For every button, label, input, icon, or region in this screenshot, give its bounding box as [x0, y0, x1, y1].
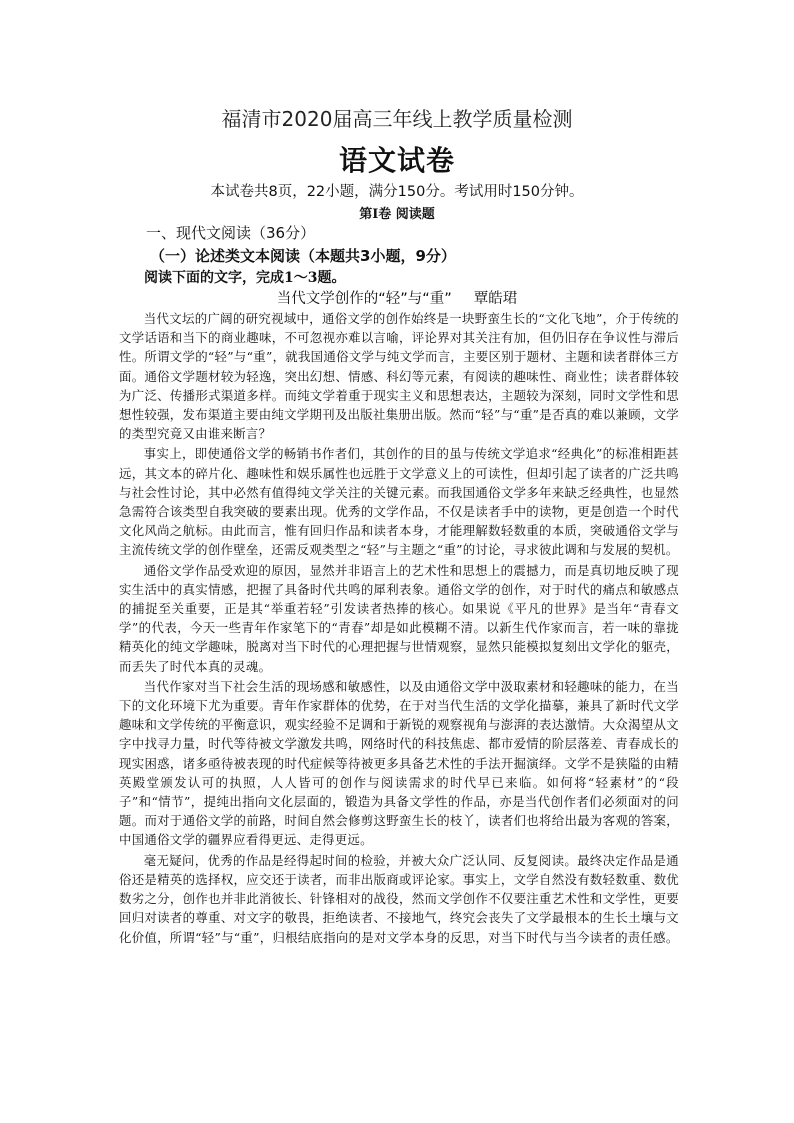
article-title: 当代文学创作的“轻”与“重” — [276, 291, 452, 307]
volume-heading: 第Ⅰ卷 阅读题 — [359, 207, 435, 222]
article-paragraph: 通俗文学作品受欢迎的原因，显然并非语言上的艺术性和思想上的震撼力，而是真切地反映了现实生活中的真实情感，把握了具备时代共鸣的犀利表象。通俗文学的创作，对于时代的痛点和敏感点的捕捉至关重要，正是其“举重若轻”引发读者热捧的核心。如果说《平凡的世界》是当年“青春文学”的代表，今天一些青年作家笔下的“青春”却是如此模糊不清。以新生代作家而言，若一味的靠拢精英化的纯文学趣味，脱离对当下时代的心理把握与世情观察，显然只能模拟复刻出文学化的躯壳，而丢失了时代本真的灵魂。 — [119, 562, 679, 674]
exam-title: 福清市2020届高三年线上教学质量检测 — [221, 107, 573, 131]
article-header — [0, 287, 794, 308]
article-paragraph: 当代作家对当下社会生活的现场感和敏感性，以及由通俗文学中汲取素材和轻趣味的能力，在当下的文化环境下尤为重要。青年作家群体的优势，在于对当代生活的文学化描摹，兼具了新时代文学趣味和文学传统的平衡意识，观实经验不足调和于新锐的观察视角与澎湃的表达激情。大众渴望从文字中找寻力量，时代等待被文学激发共鸣，网络时代的科技焦虑、都市爱情的阶层落差、青春成长的现实困惑，诸多亟待被表现的时代症候等待被更多具备艺术性的手法开掘演绎。文学不是狭隘的由精英殿堂颁发认可的执照，人人皆可的创作与阅读需求的时代早已来临。如何将“轻素材”的“段子”和“情节”，提纯出指向文化层面的，锻造为具备文学性的作品，亦是当代创作者们必须面对的问题。而对于通俗文学的前路，时间自然会修剪这野蛮生长的枝丫，读者们也将给出最为客观的答案，中国通俗文学的疆界应看得更远、走得更远。 — [119, 678, 679, 848]
section-heading: 一、现代文阅读（36分） — [146, 224, 316, 242]
article-paragraph: 事实上，即使通俗文学的畅销书作者们，其创作的目的虽与传统文学追求“经典化”的标准相距甚远，其文本的碎片化、趣味性和娱乐属性也远胜于文学意义上的可读性，但却引起了读者的广泛共鸣与社会性讨论，其中必然有值得纯文学关注的关键元素。而我国通俗文学多年来缺乏经典性，也显然急需符合该类型自我突破的要素出现。优秀的文学作品，不仅是读者手中的读物，更是创造一个时代文化风尚之航标。由此而言，惟有回归作品和读者本身，才能理解数轻数重的本质，突破通俗文学与主流传统文学的创作壁垒，还需反观类型之“轻”与主题之“重”的讨论，寻求彼此调和与发展的契机。 — [119, 446, 679, 558]
exam-info: 本试卷共8页，22小题，满分150分。考试用时150分钟。 — [210, 184, 584, 200]
subsection-heading: （一）论述类文本阅读（本题共3小题，9分） — [150, 247, 456, 265]
reading-instruction: 阅读下面的文字，完成1～3题。 — [144, 270, 346, 286]
article-body — [119, 309, 679, 948]
article-author: 覃皓珺 — [473, 291, 518, 307]
subject-title: 语文试卷 — [338, 144, 455, 177]
article-paragraph: 毫无疑问，优秀的作品是经得起时间的检验，并被大众广泛认同、反复阅读。最终决定作品是通俗还是精英的选择权，应交还于读者，而非出版商或评论家。事实上，文学自然没有数轻数重、数优数劣之分，创作也并非此消彼长、针锋相对的战役，然而文学创作不仅要注重艺术性和文学性，更要回归对读者的尊重、对文字的敬畏，拒绝读者、不接地气，终究会丧失了文学最根本的生长土壤与文化价值，所谓“轻”与“重”，归根结底指向的是对文学本身的反思，对当下时代与当今读者的责任感。 — [119, 852, 679, 945]
article-paragraph: 当代文坛的广阔的研究视域中，通俗文学的创作始终是一块野蛮生长的“文化飞地”，介于传统的文学话语和当下的商业趣味，不可忽视亦难以言喻，评论界对其关注有加，但仍旧存在争议性与滞后性。所谓文学的“轻”与“重”，就我国通俗文学与纯文学而言，主要区别于题材、主题和读者群体三方面。通俗文学题材较为轻逸，突出幻想、情感、科幻等元素，有阅读的趣味性、商业性；读者群体较为广泛、传播形式渠道多样。而纯文学着重于现实主义和思想表达，主题较为深刻，同时文学性和思想性较强，发布渠道主要由纯文学期刊及出版社集册出版。然而“轻”与“重”是否真的难以兼顾，文学的类型究竟又由谁来断言？ — [119, 311, 679, 442]
